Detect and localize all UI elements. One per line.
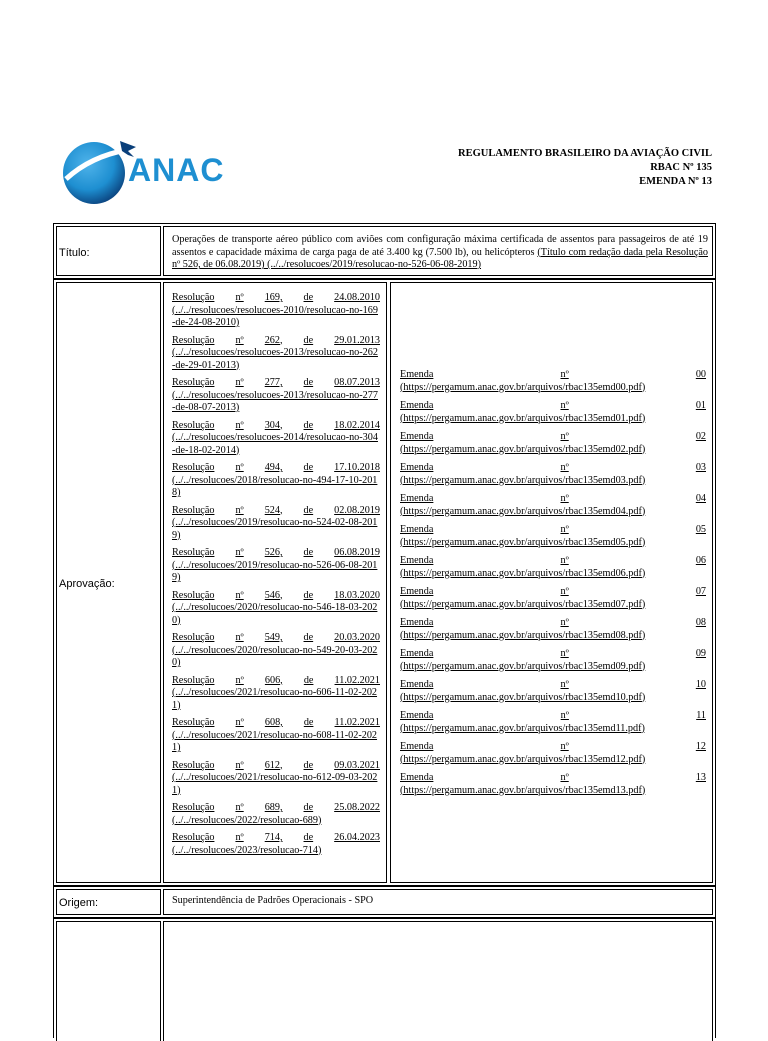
emenda-word: nº bbox=[560, 772, 569, 783]
titulo-content-cell bbox=[163, 226, 713, 276]
resolucao-word: 20.03.2020 bbox=[334, 632, 380, 643]
resolucao-word: 526, bbox=[264, 547, 283, 558]
resolucao-word: de bbox=[303, 292, 314, 303]
resolucoes-list bbox=[172, 292, 380, 862]
resolucao-word: 277, bbox=[264, 377, 283, 388]
resolucao-word: Resolução bbox=[172, 334, 215, 346]
resolucao-word: nº bbox=[235, 832, 244, 843]
emenda-word: Emenda bbox=[400, 679, 434, 690]
resolucao-word: Resolução bbox=[172, 589, 215, 601]
resolucao-word: Resolução bbox=[172, 547, 215, 558]
origem-label-cell bbox=[56, 889, 161, 915]
resolucao-link[interactable] bbox=[172, 462, 380, 500]
emenda-link[interactable] bbox=[400, 586, 706, 611]
emenda-number: 04 bbox=[695, 493, 706, 504]
resolucao-word: nº bbox=[235, 377, 244, 388]
titulo-link[interactable]: (Título com redação dada pela Resolução nº 526, de 06.08.2019) (../../resolucoes/2019/resolucao-no-526-06-08-2019) bbox=[172, 246, 708, 270]
resolucao-word: 25.08.2022 bbox=[334, 802, 380, 813]
resolucao-word: 02.08.2019 bbox=[334, 504, 380, 516]
resolucao-word: de bbox=[303, 462, 314, 473]
resolucao-path: (../../resolucoes/2021/resolucao-no-612-09-03-2021) bbox=[172, 772, 378, 796]
resolucao-word: Resolução bbox=[172, 292, 215, 303]
resolucao-path: (../../resolucoes/resolucoes-2014/resolucao-no-304-de-18-02-2014) bbox=[172, 432, 378, 456]
resolucao-link[interactable] bbox=[172, 547, 380, 585]
origem-text: Superintendência de Padrões Operacionais - SPO bbox=[172, 895, 374, 906]
resolucao-path: (../../resolucoes/2019/resolucao-no-524-02-08-2019) bbox=[172, 517, 378, 541]
emenda-number: 13 bbox=[695, 772, 706, 783]
emenda-url: (https://pergamum.anac.gov.br/arquivos/rbac135emd07.pdf) bbox=[400, 598, 646, 610]
emenda-link[interactable] bbox=[400, 493, 706, 518]
resolucao-link[interactable] bbox=[172, 760, 380, 798]
resolucao-word: 26.04.2023 bbox=[334, 832, 380, 843]
emenda-link[interactable] bbox=[400, 555, 706, 580]
resolucao-word: Resolução bbox=[172, 377, 215, 388]
resolucao-word: 546, bbox=[264, 589, 283, 601]
resolucao-path: (../../resolucoes/2020/resolucao-no-549-20-03-2020) bbox=[172, 644, 378, 668]
resolucao-word: nº bbox=[235, 759, 244, 771]
origem-content-cell bbox=[163, 889, 713, 915]
resolucao-link[interactable] bbox=[172, 802, 380, 827]
resolucao-link[interactable] bbox=[172, 335, 380, 373]
aprovacao-label-cell bbox=[56, 282, 161, 883]
resolucao-word: 304, bbox=[264, 419, 283, 431]
amendment-number: EMENDA Nº 13 bbox=[639, 176, 712, 187]
next-label-cell bbox=[56, 921, 161, 1041]
emenda-url: (https://pergamum.anac.gov.br/arquivos/rbac135emd10.pdf) bbox=[400, 691, 646, 703]
next-content-cell bbox=[163, 921, 713, 1041]
resolucao-link[interactable] bbox=[172, 505, 380, 543]
resolucao-word: de bbox=[303, 419, 314, 431]
resolucao-word: Resolução bbox=[172, 717, 215, 728]
emenda-url: (https://pergamum.anac.gov.br/arquivos/rbac135emd00.pdf) bbox=[400, 381, 646, 393]
emenda-word: nº bbox=[560, 431, 569, 442]
emenda-number: 03 bbox=[695, 462, 706, 473]
resolucao-word: Resolução bbox=[172, 632, 215, 643]
emenda-word: Emenda bbox=[400, 586, 434, 597]
emenda-number: 11 bbox=[696, 710, 706, 721]
next-row bbox=[53, 918, 716, 1038]
aprovacao-row bbox=[53, 279, 716, 886]
resolucao-link[interactable] bbox=[172, 675, 380, 713]
emenda-link[interactable] bbox=[400, 462, 706, 487]
resolucao-word: 612, bbox=[264, 759, 283, 771]
resolucao-link[interactable] bbox=[172, 632, 380, 670]
emenda-number: 01 bbox=[695, 400, 706, 411]
resolucao-word: 714, bbox=[264, 832, 283, 843]
origem-row bbox=[53, 886, 716, 918]
emenda-url: (https://pergamum.anac.gov.br/arquivos/rbac135emd04.pdf) bbox=[400, 505, 646, 517]
resolucao-word: 11.02.2021 bbox=[334, 717, 380, 728]
emenda-url: (https://pergamum.anac.gov.br/arquivos/rbac135emd08.pdf) bbox=[400, 629, 646, 641]
resolucao-path: (../../resolucoes/2021/resolucao-no-608-11-02-2021) bbox=[172, 729, 378, 753]
rbac-number: RBAC Nº 135 bbox=[650, 162, 712, 173]
emenda-word: nº bbox=[560, 555, 569, 566]
resolucao-path: (../../resolucoes/resolucoes-2010/resolucao-no-169-de-24-08-2010) bbox=[172, 304, 378, 328]
resolucao-word: nº bbox=[235, 292, 244, 303]
resolucao-link[interactable] bbox=[172, 832, 380, 857]
resolucao-link[interactable] bbox=[172, 292, 380, 330]
resolucao-word: nº bbox=[235, 589, 244, 601]
titulo-row bbox=[53, 223, 716, 279]
resolucao-word: nº bbox=[235, 419, 244, 431]
resolucao-word: Resolução bbox=[172, 759, 215, 771]
resolucao-word: 09.03.2021 bbox=[334, 759, 380, 771]
resolucao-path: (../../resolucoes/2023/resolucao-714) bbox=[172, 844, 322, 856]
titulo-body: Operações de transporte aéreo público com aviões com configuração máxima certificada de assentos para passageiros de até 19 assentos e capacidade máxima de carga paga de até 3.400 kg (7.500 lb), ou helicópteros bbox=[172, 234, 708, 258]
emenda-link[interactable] bbox=[400, 679, 706, 704]
emenda-word: nº bbox=[560, 369, 569, 380]
resolucao-word: de bbox=[303, 377, 314, 388]
logo-text: ANAC bbox=[128, 152, 225, 188]
emenda-link[interactable] bbox=[400, 772, 706, 797]
emendas-cell bbox=[390, 282, 713, 883]
aprovacao-label: Aprovação: bbox=[59, 578, 115, 590]
emenda-link[interactable] bbox=[400, 617, 706, 642]
emenda-word: nº bbox=[560, 462, 569, 473]
resolucao-word: 549, bbox=[264, 632, 283, 643]
emenda-number: 07 bbox=[695, 586, 706, 597]
emenda-word: nº bbox=[560, 741, 569, 752]
emenda-word: Emenda bbox=[400, 648, 434, 659]
resolucao-word: nº bbox=[235, 334, 244, 346]
resolucao-word: 262, bbox=[264, 334, 283, 346]
document-header bbox=[458, 147, 712, 189]
resolucao-word: 08.07.2013 bbox=[334, 377, 380, 388]
resolucao-word: Resolução bbox=[172, 504, 215, 516]
resolucao-word: de bbox=[303, 334, 314, 346]
resolucao-word: nº bbox=[235, 632, 244, 643]
emenda-word: Emenda bbox=[400, 493, 434, 504]
resolucao-word: 606, bbox=[264, 674, 283, 686]
resolucao-word: nº bbox=[235, 717, 244, 728]
resolucao-word: Resolução bbox=[172, 802, 215, 813]
emenda-number: 05 bbox=[695, 524, 706, 535]
resolucao-word: de bbox=[303, 717, 314, 728]
resolucao-word: 29.01.2013 bbox=[334, 334, 380, 346]
resolucao-path: (../../resolucoes/2018/resolucao-no-494-17-10-2018) bbox=[172, 474, 378, 498]
resolucao-word: 18.03.2020 bbox=[334, 589, 380, 601]
emenda-link[interactable] bbox=[400, 710, 706, 735]
emenda-number: 09 bbox=[695, 648, 706, 659]
emenda-url: (https://pergamum.anac.gov.br/arquivos/rbac135emd13.pdf) bbox=[400, 784, 646, 796]
resolucao-word: Resolução bbox=[172, 674, 215, 686]
resolucao-path: (../../resolucoes/resolucoes-2013/resolucao-no-262-de-29-01-2013) bbox=[172, 347, 378, 371]
resolucao-path: (../../resolucoes/2022/resolucao-689) bbox=[172, 814, 322, 826]
titulo-label: Título: bbox=[59, 247, 90, 259]
emenda-url: (https://pergamum.anac.gov.br/arquivos/rbac135emd12.pdf) bbox=[400, 753, 646, 765]
resolucao-word: de bbox=[303, 674, 314, 686]
resolucao-word: 524, bbox=[264, 504, 283, 516]
resolucao-link[interactable] bbox=[172, 717, 380, 755]
emenda-number: 00 bbox=[695, 369, 706, 380]
emenda-word: nº bbox=[560, 493, 569, 504]
emenda-word: Emenda bbox=[400, 400, 434, 411]
emenda-link[interactable] bbox=[400, 369, 706, 394]
resolucao-word: Resolução bbox=[172, 832, 215, 843]
emenda-url: (https://pergamum.anac.gov.br/arquivos/rbac135emd01.pdf) bbox=[400, 412, 646, 424]
emenda-link[interactable] bbox=[400, 400, 706, 425]
emenda-word: Emenda bbox=[400, 710, 434, 721]
resolucao-word: 169, bbox=[264, 292, 283, 303]
resolucao-word: nº bbox=[235, 504, 244, 516]
emenda-word: Emenda bbox=[400, 617, 434, 628]
emenda-url: (https://pergamum.anac.gov.br/arquivos/rbac135emd03.pdf) bbox=[400, 474, 646, 486]
titulo-text bbox=[172, 234, 708, 272]
resolucao-word: 689, bbox=[264, 802, 283, 813]
resolucao-word: de bbox=[303, 759, 314, 771]
resolucoes-cell bbox=[163, 282, 387, 883]
resolucao-word: de bbox=[303, 547, 314, 558]
emenda-number: 10 bbox=[695, 679, 706, 690]
emendas-list bbox=[400, 369, 706, 803]
emenda-url: (https://pergamum.anac.gov.br/arquivos/rbac135emd06.pdf) bbox=[400, 567, 646, 579]
titulo-label-cell bbox=[56, 226, 161, 276]
resolucao-word: de bbox=[303, 632, 314, 643]
resolucao-word: 18.02.2014 bbox=[334, 419, 380, 431]
resolucao-link[interactable] bbox=[172, 590, 380, 628]
resolucao-word: 494, bbox=[264, 462, 283, 473]
resolucao-word: 06.08.2019 bbox=[334, 547, 380, 558]
resolucao-path: (../../resolucoes/resolucoes-2013/resolucao-no-277-de-08-07-2013) bbox=[172, 389, 378, 413]
resolucao-word: nº bbox=[235, 462, 244, 473]
emenda-word: nº bbox=[560, 648, 569, 659]
resolucao-word: de bbox=[303, 504, 314, 516]
emenda-word: nº bbox=[560, 400, 569, 411]
resolucao-word: nº bbox=[235, 802, 244, 813]
resolucao-word: de bbox=[303, 832, 314, 843]
emenda-word: nº bbox=[560, 710, 569, 721]
resolucao-link[interactable] bbox=[172, 420, 380, 458]
emenda-number: 06 bbox=[695, 555, 706, 566]
emenda-url: (https://pergamum.anac.gov.br/arquivos/rbac135emd02.pdf) bbox=[400, 443, 646, 455]
emenda-word: nº bbox=[560, 679, 569, 690]
resolucao-word: Resolução bbox=[172, 462, 215, 473]
emenda-word: nº bbox=[560, 617, 569, 628]
emenda-word: Emenda bbox=[400, 431, 434, 442]
emenda-url: (https://pergamum.anac.gov.br/arquivos/rbac135emd09.pdf) bbox=[400, 660, 646, 672]
emenda-link[interactable] bbox=[400, 524, 706, 549]
emenda-number: 02 bbox=[695, 431, 706, 442]
emenda-link[interactable] bbox=[400, 741, 706, 766]
emenda-word: Emenda bbox=[400, 741, 434, 752]
emenda-link[interactable] bbox=[400, 431, 706, 456]
resolucao-word: 608, bbox=[264, 717, 283, 728]
emenda-link[interactable] bbox=[400, 648, 706, 673]
resolucao-path: (../../resolucoes/2020/resolucao-no-546-18-03-2020) bbox=[172, 602, 378, 626]
emenda-word: nº bbox=[560, 524, 569, 535]
resolucao-word: 11.02.2021 bbox=[334, 674, 380, 686]
emenda-url: (https://pergamum.anac.gov.br/arquivos/rbac135emd05.pdf) bbox=[400, 536, 646, 548]
resolucao-word: Resolução bbox=[172, 419, 215, 431]
resolucao-word: 24.08.2010 bbox=[334, 292, 380, 303]
resolucao-word: nº bbox=[235, 547, 244, 558]
emenda-word: Emenda bbox=[400, 369, 434, 380]
resolucao-path: (../../resolucoes/2019/resolucao-no-526-06-08-2019) bbox=[172, 559, 378, 583]
emenda-word: Emenda bbox=[400, 524, 434, 535]
resolucao-word: de bbox=[303, 802, 314, 813]
resolucao-word: 17.10.2018 bbox=[334, 462, 380, 473]
resolucao-path: (../../resolucoes/2021/resolucao-no-606-11-02-2021) bbox=[172, 687, 378, 711]
resolucao-link[interactable] bbox=[172, 377, 380, 415]
regulation-title: REGULAMENTO BRASILEIRO DA AVIAÇÃO CIVIL bbox=[458, 148, 712, 159]
resolucao-word: nº bbox=[235, 674, 244, 686]
emenda-word: Emenda bbox=[400, 772, 434, 783]
emenda-number: 12 bbox=[695, 741, 706, 752]
emenda-number: 08 bbox=[695, 617, 706, 628]
emenda-url: (https://pergamum.anac.gov.br/arquivos/rbac135emd11.pdf) bbox=[400, 722, 645, 734]
resolucao-word: de bbox=[303, 589, 314, 601]
emenda-word: nº bbox=[560, 586, 569, 597]
emenda-word: Emenda bbox=[400, 462, 434, 473]
emenda-word: Emenda bbox=[400, 555, 434, 566]
origem-label: Origem: bbox=[59, 897, 99, 909]
